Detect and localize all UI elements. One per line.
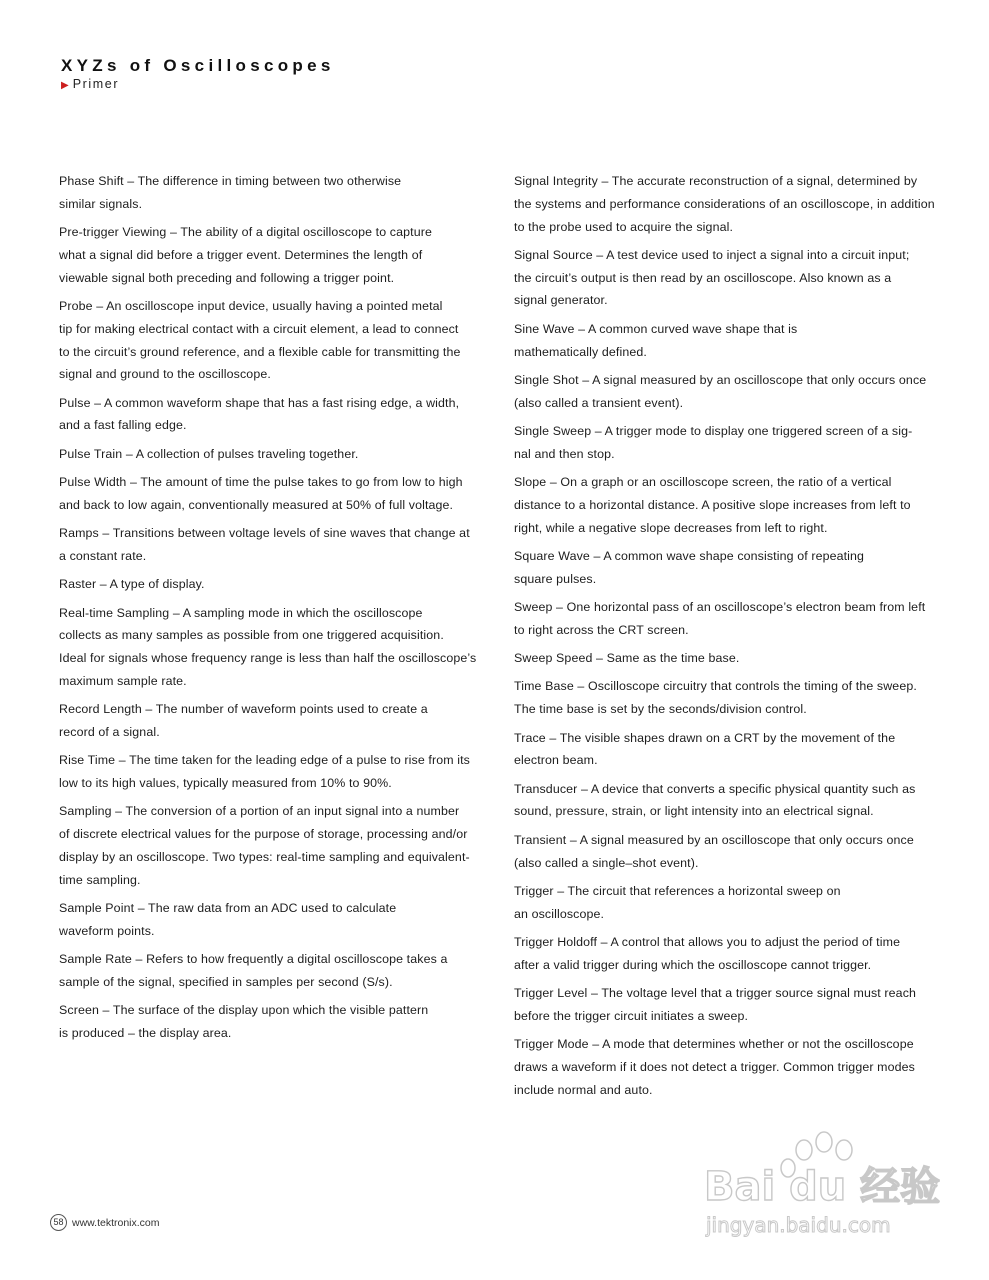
glossary-entry-line: Trigger – The circuit that references a horizontal sweep on <box>514 883 841 898</box>
glossary-entry-line: (also called a single–shot event). <box>514 855 699 870</box>
glossary-entry-line: Signal Integrity – The accurate reconstruction of a signal, determined by <box>514 174 918 188</box>
glossary-entry <box>59 522 479 568</box>
glossary-entry <box>59 897 479 943</box>
glossary-entry-line: nal and then stop. <box>514 446 615 461</box>
watermark-url: jingyan.baidu.com <box>706 1213 891 1237</box>
glossary-entry <box>59 749 479 795</box>
glossary-entry <box>514 880 939 926</box>
glossary-entry-line: the systems and performance considerations of an oscilloscope, in addition <box>514 196 935 211</box>
glossary-entry-line: distance to a horizontal distance. A positive slope increases from left to <box>514 497 911 512</box>
glossary-entry-line: Sample Rate – Refers to how frequently a digital oscilloscope takes a <box>59 952 448 967</box>
glossary-entry <box>514 420 939 466</box>
glossary-entry-line: maximum sample rate. <box>59 673 187 688</box>
glossary-entry-line: of discrete electrical values for the purpose of storage, processing and/or <box>59 827 468 842</box>
glossary-entry-line: (also called a transient event). <box>514 395 684 410</box>
glossary-entry <box>59 800 479 891</box>
glossary-right-column <box>514 170 939 1107</box>
glossary-entry <box>59 170 479 216</box>
glossary-entry-line: Phase Shift – The difference in timing between two otherwise <box>59 174 402 188</box>
glossary-entry <box>59 221 479 289</box>
glossary-entry-line: Sine Wave – A common curved wave shape that is <box>514 321 798 336</box>
subtitle-text: Primer <box>72 77 120 91</box>
glossary-entry-line: Signal Source – A test device used to inject a signal into a circuit input; <box>514 247 910 262</box>
glossary-entry <box>514 829 939 875</box>
glossary-entry-line: signal and ground to the oscilloscope. <box>59 367 271 382</box>
glossary-entry <box>59 471 479 517</box>
glossary-entry-line: waveform points. <box>59 923 155 938</box>
glossary-entry-line: is produced – the display area. <box>59 1026 232 1041</box>
glossary-entry-line: Rise Time – The time taken for the leading edge of a pulse to rise from its <box>59 753 470 768</box>
glossary-entry <box>59 295 479 386</box>
glossary-entry-line: and a fast falling edge. <box>59 418 187 433</box>
glossary-entry-line: record of a signal. <box>59 725 160 740</box>
glossary-entry-line: the circuit’s output is then read by an oscilloscope. Also known as a <box>514 270 892 285</box>
glossary-entry-line: signal generator. <box>514 293 608 308</box>
glossary-entry-line: an oscilloscope. <box>514 906 605 921</box>
glossary-entry-line: include normal and auto. <box>514 1082 653 1097</box>
glossary-entry-line: Probe – An oscilloscope input device, usually having a pointed metal <box>59 298 443 313</box>
glossary-entry-line: Pulse Width – The amount of time the pulse takes to go from low to high <box>59 475 463 490</box>
glossary-entry <box>59 999 479 1045</box>
glossary-entry <box>514 647 939 670</box>
glossary-entry <box>59 698 479 744</box>
glossary-entry-line: Transducer – A device that converts a specific physical quantity such as <box>514 781 916 796</box>
glossary-entry-line: Trigger Mode – A mode that determines whether or not the oscilloscope <box>514 1037 914 1052</box>
glossary-entry-line: Time Base – Oscilloscope circuitry that controls the timing of the sweep. <box>514 679 917 694</box>
glossary-entry-line: a constant rate. <box>59 548 147 563</box>
glossary-entry-line: electron beam. <box>514 753 598 768</box>
glossary-entry <box>514 931 939 977</box>
glossary-left-column <box>59 170 479 1050</box>
glossary-entry-line: after a valid trigger during which the oscilloscope cannot trigger. <box>514 957 872 972</box>
glossary-entry-line: to the probe used to acquire the signal. <box>514 219 734 234</box>
glossary-entry <box>514 471 939 539</box>
watermark-brand: Bai du 经验 <box>704 1164 940 1210</box>
glossary-entry-line: Real-time Sampling – A sampling mode in which the oscilloscope <box>59 605 423 620</box>
glossary-entry-line: square pulses. <box>514 571 597 586</box>
glossary-entry-line: Sample Point – The raw data from an ADC used to calculate <box>59 901 397 916</box>
glossary-entry <box>514 244 939 312</box>
glossary-entry-line: The time base is set by the seconds/division control. <box>514 702 807 717</box>
page-number: 58 <box>50 1214 67 1231</box>
glossary-entry-line: display by an oscilloscope. Two types: real-time sampling and equivalent- <box>59 850 470 865</box>
glossary-entry-line: Trace – The visible shapes drawn on a CRT by the movement of the <box>514 730 896 745</box>
glossary-entry <box>514 596 939 642</box>
glossary-entry-line: collects as many samples as possible from one triggered acquisition. <box>59 628 444 643</box>
glossary-entry-line: similar signals. <box>59 196 143 211</box>
glossary-entry <box>59 392 479 438</box>
glossary-entry-line: sample of the signal, specified in samples per second (S/s). <box>59 975 393 989</box>
baidu-jingyan-watermark <box>700 1128 940 1248</box>
triangle-arrow-icon: ▶ <box>61 80 69 91</box>
glossary-entry-line: Raster – A type of display. <box>59 577 205 592</box>
document-subtitle <box>61 76 335 94</box>
glossary-entry-line: time sampling. <box>59 872 141 887</box>
glossary-entry-line: Sampling – The conversion of a portion of an input signal into a number <box>59 804 460 819</box>
glossary-entry-line: Sweep Speed – Same as the time base. <box>514 651 740 666</box>
glossary-entry-line: Transient – A signal measured by an oscilloscope that only occurs once <box>514 832 914 847</box>
glossary-entry-line: to right across the CRT screen. <box>514 622 689 637</box>
glossary-entry-line: Ramps – Transitions between voltage levels of sine waves that change at <box>59 526 470 541</box>
document-title: XYZs of Oscilloscopes <box>61 56 335 75</box>
glossary-entry <box>514 170 939 238</box>
glossary-entry-line: Single Shot – A signal measured by an oscilloscope that only occurs once <box>514 372 927 387</box>
footer-url[interactable]: www.tektronix.com <box>72 1216 160 1229</box>
glossary-entry-line: Trigger Level – The voltage level that a trigger source signal must reach <box>514 986 917 1000</box>
glossary-entry <box>514 1033 939 1101</box>
glossary-entry-line: to the circuit’s ground reference, and a flexible cable for transmitting the <box>59 344 461 359</box>
glossary-entry-line: Record Length – The number of waveform points used to create a <box>59 702 428 717</box>
glossary-entry-line: Ideal for signals whose frequency range is less than half the oscilloscope’s <box>59 651 477 666</box>
glossary-entry-line: right, while a negative slope decreases from left to right. <box>514 520 828 535</box>
glossary-entry-line: viewable signal both preceding and following a trigger point. <box>59 270 395 285</box>
glossary-entry-line: Single Sweep – A trigger mode to display one triggered screen of a sig- <box>514 423 913 438</box>
page-header <box>61 56 335 94</box>
glossary-entry-line: Pulse – A common waveform shape that has a fast rising edge, a width, <box>59 395 460 410</box>
glossary-entry-line: Sweep – One horizontal pass of an oscilloscope’s electron beam from left <box>514 600 926 615</box>
glossary-entry-line: draws a waveform if it does not detect a trigger. Common trigger modes <box>514 1059 915 1074</box>
glossary-entry <box>59 602 479 693</box>
glossary-entry <box>59 573 479 596</box>
glossary-entry-line: Pre-trigger Viewing – The ability of a digital oscilloscope to capture <box>59 225 432 240</box>
glossary-entry-line: mathematically defined. <box>514 344 647 359</box>
page-footer <box>50 1214 160 1231</box>
glossary-entry-line: tip for making electrical contact with a circuit element, a lead to connect <box>59 321 459 336</box>
glossary-entry-line: Pulse Train – A collection of pulses traveling together. <box>59 446 359 461</box>
glossary-entry-line: sound, pressure, strain, or light intensity into an electrical signal. <box>514 804 874 819</box>
glossary-entry <box>514 778 939 824</box>
glossary-entry <box>59 948 479 994</box>
glossary-entry <box>514 727 939 773</box>
glossary-entry <box>514 675 939 721</box>
glossary-entry <box>514 318 939 364</box>
glossary-entry <box>514 369 939 415</box>
glossary-entry-line: Screen – The surface of the display upon which the visible pattern <box>59 1003 429 1018</box>
glossary-entry-line: before the trigger circuit initiates a sweep. <box>514 1008 749 1023</box>
glossary-entry <box>514 545 939 591</box>
glossary-entry-line: Square Wave – A common wave shape consisting of repeating <box>514 548 865 563</box>
glossary-entry-line: Trigger Holdoff – A control that allows you to adjust the period of time <box>514 934 901 949</box>
glossary-entry <box>514 982 939 1028</box>
glossary-entry-line: and back to low again, conventionally measured at 50% of full voltage. <box>59 497 454 512</box>
glossary-entry <box>59 443 479 466</box>
glossary-entry-line: what a signal did before a trigger event. Determines the length of <box>59 247 423 262</box>
glossary-entry-line: low to its high values, typically measured from 10% to 90%. <box>59 776 392 791</box>
glossary-entry-line: Slope – On a graph or an oscilloscope screen, the ratio of a vertical <box>514 475 892 490</box>
